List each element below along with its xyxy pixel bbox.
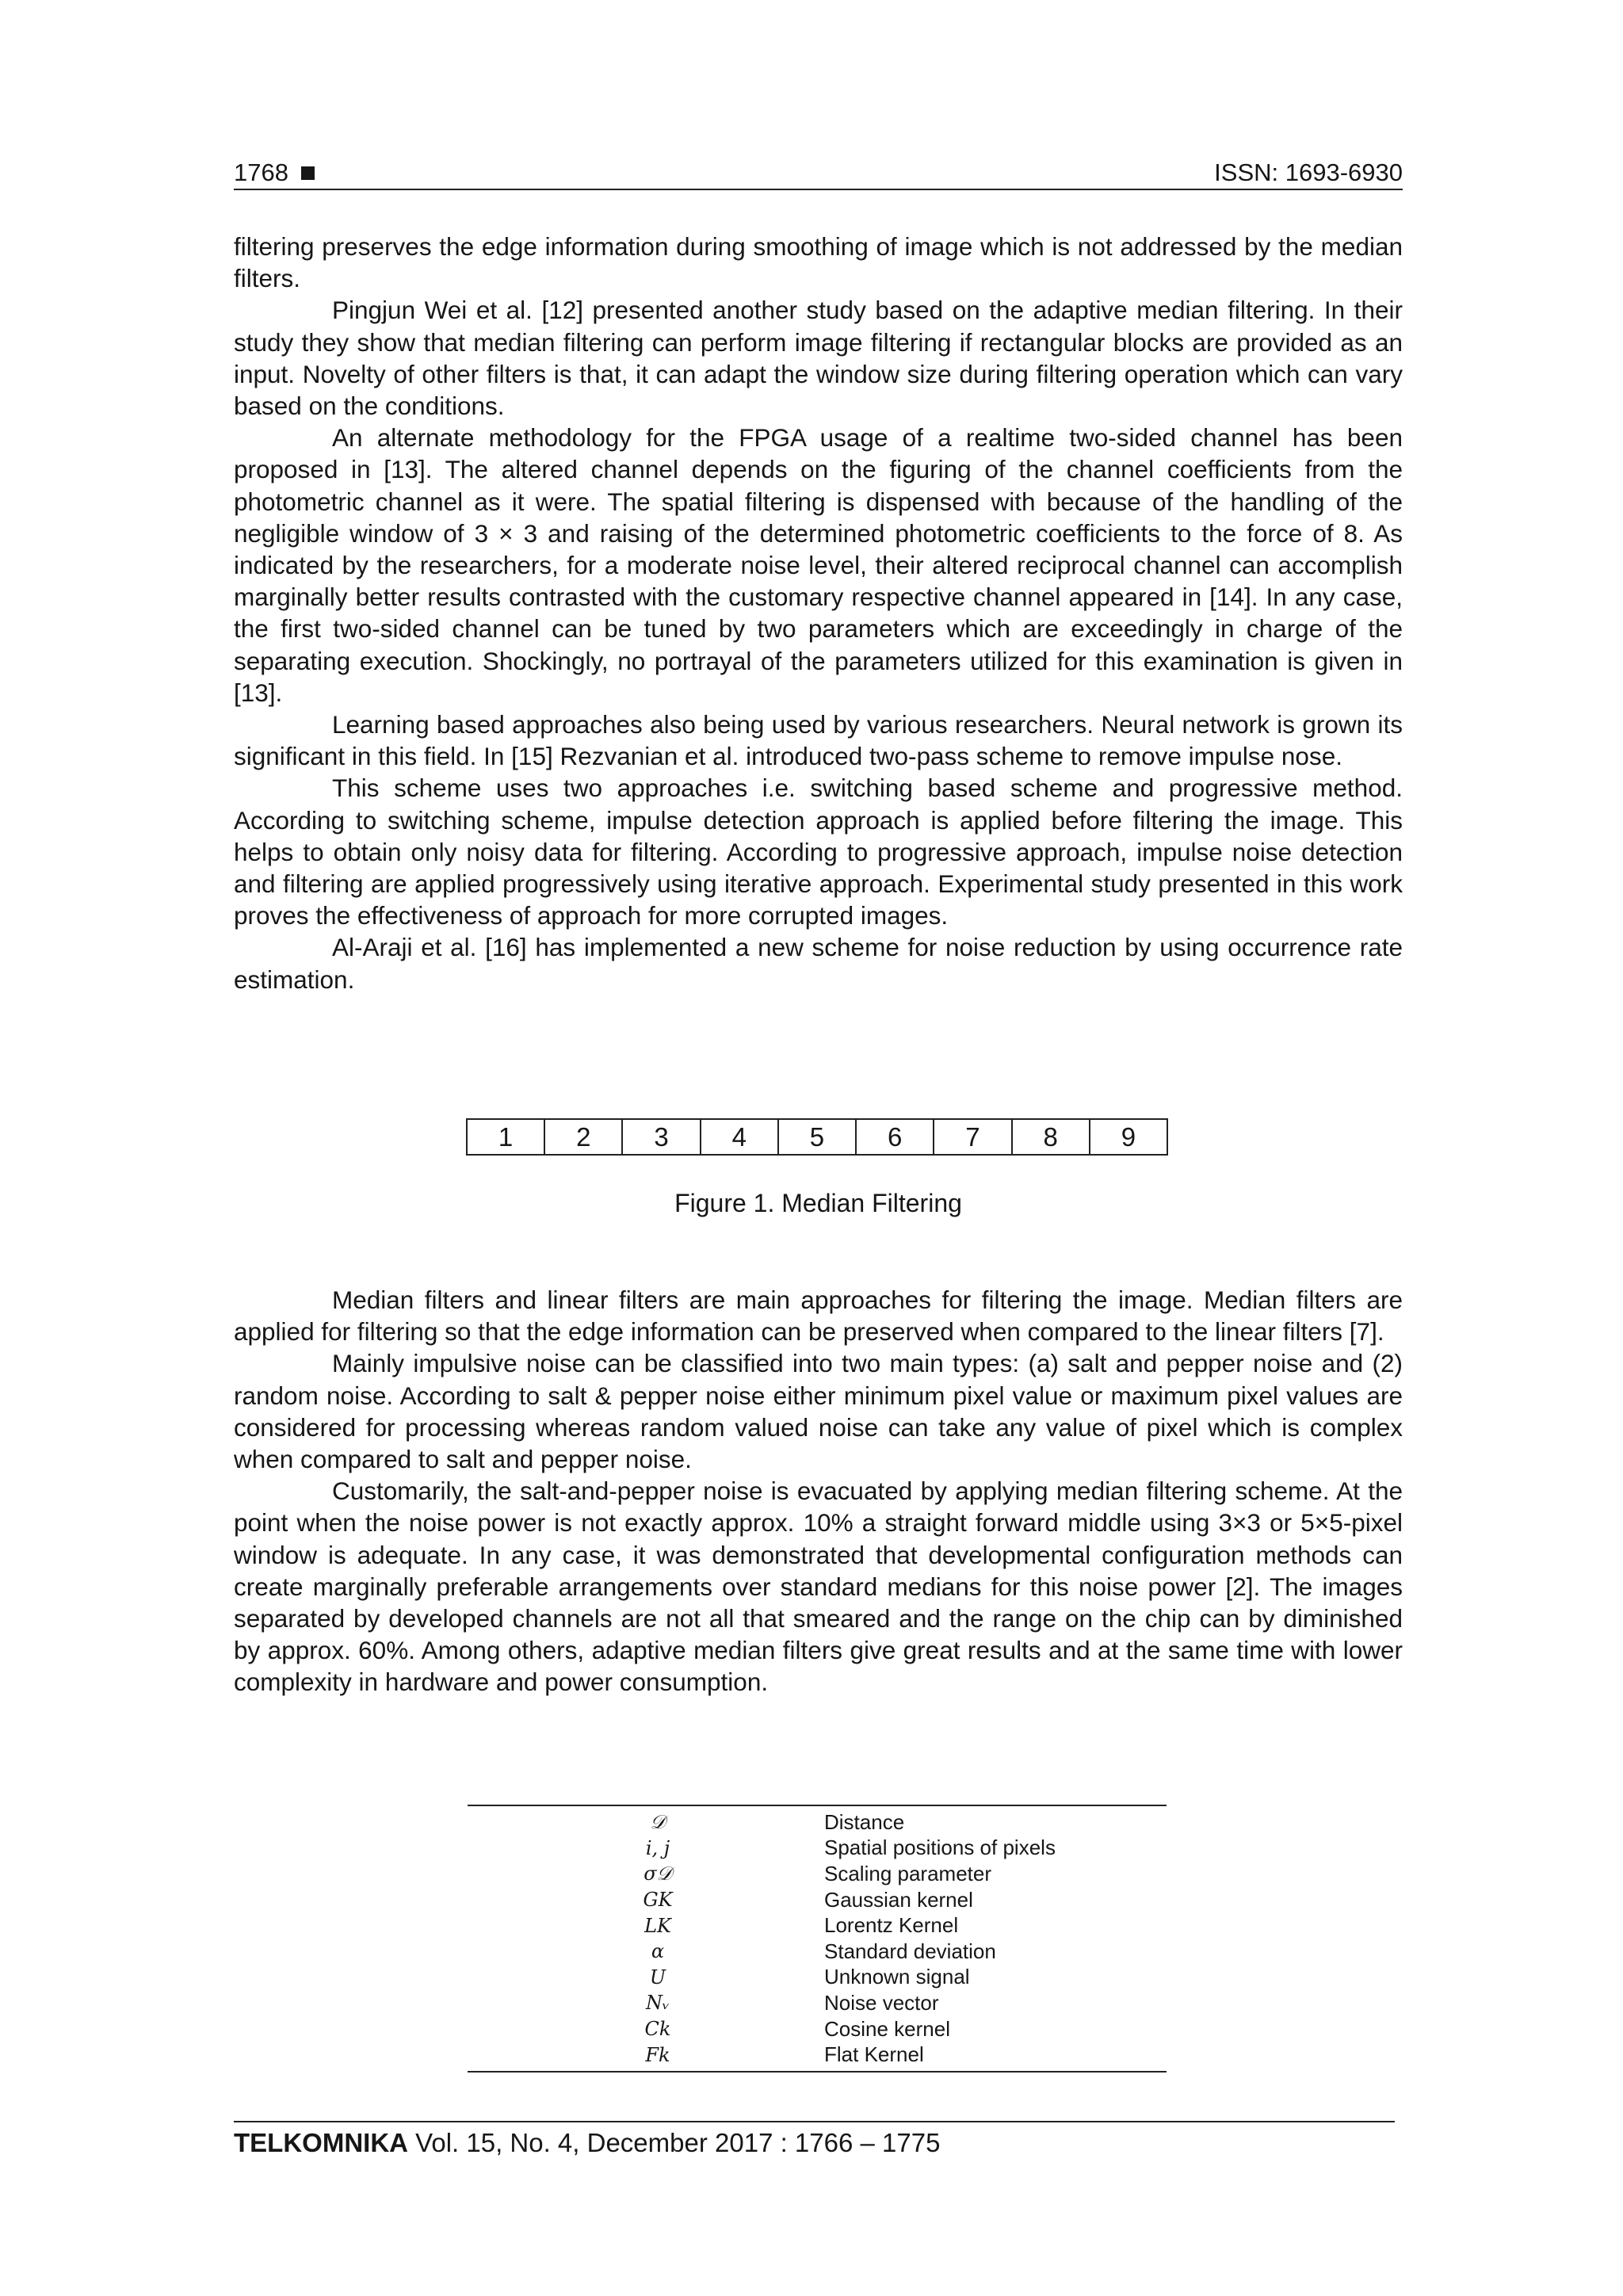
page-footer — [234, 2126, 940, 2160]
symbol-row — [468, 1861, 1167, 1887]
paragraph: Mainly impulsive noise can be classified into two main types: (a) salt and pepper noise and (2) random noise. According to salt & pepper noise either minimum pixel value or maximum pixel values are considered for processing whereas random valued noise can take any value of pixel which is complex when compared to salt and pepper noise. — [234, 1349, 1403, 1474]
symbol-description: Standard deviation — [824, 1939, 996, 1963]
window-cell: 8 — [1012, 1119, 1090, 1155]
window-cell: 6 — [856, 1119, 934, 1155]
window-cell: 2 — [544, 1119, 622, 1155]
symbol-row — [468, 1836, 1167, 1862]
symbol-row — [468, 1809, 1167, 1836]
window-cell: 7 — [934, 1119, 1011, 1155]
symbol-row — [468, 2042, 1167, 2068]
paragraph: Pingjun Wei et al. [12] presented another study based on the adaptive median filtering. In their study they show that median filtering can perform image filtering if rectangular blocks are provided as an input. Novelty of other filters is that, it can adapt the window size during filtering operation which can vary based on the conditions. — [234, 296, 1403, 421]
symbol-description: Cosine kernel — [824, 2016, 950, 2041]
symbol-description: Noise vector — [824, 1990, 939, 2015]
symbol-row — [468, 1990, 1167, 2016]
body-text-top — [234, 231, 1403, 995]
paragraph: This scheme uses two approaches i.e. switching based scheme and progressive method. According to switching scheme, impulse detection approach is applied before filtering the image. This helps to obtain only noisy data for filtering. According to progressive approach, impulse noise detection and filtering are applied progressively using iterative approach. Experimental study presented in this work proves the effectiveness of approach for more corrupted images. — [234, 774, 1403, 930]
symbol: U — [649, 1966, 666, 1988]
window-cell: 1 — [467, 1119, 544, 1155]
symbol-description: Scaling parameter — [824, 1861, 991, 1885]
symbol-description: Gaussian kernel — [824, 1887, 973, 1912]
symbol-description: Flat Kernel — [824, 2042, 924, 2067]
footer-rule — [234, 2121, 1395, 2122]
journal-citation: Vol. 15, No. 4, December 2017 : 1766 – 1775 — [407, 2128, 941, 2157]
symbol: Nᵥ — [646, 1992, 670, 2015]
symbol-row — [468, 2016, 1167, 2042]
symbol-row — [468, 1887, 1167, 1913]
paragraph: Customarily, the salt-and-pepper noise is evacuated by applying median filtering scheme. At the point when the noise power is not exactly approx. 10% a straight forward middle using 3×3 or 5×5-pixel window is adequate. In any case, it was demonstrated that developmental configuration methods can create marginally preferable arrangements over standard medians for this noise power [2]. The images separated by developed channels are not all that smeared and the range on the chip can by diminished by approx. 60%. Among others, adaptive median filters give great results and at the same time with lower complexity in hardware and power consumption. — [234, 1477, 1403, 1697]
page-header — [234, 155, 1403, 190]
window-cell: 4 — [701, 1119, 778, 1155]
figure-median-window — [466, 1118, 1168, 1156]
window-cell: 9 — [1090, 1119, 1167, 1155]
symbol-row — [468, 1912, 1167, 1939]
symbol-description: Distance — [824, 1809, 905, 1834]
paragraph: Median filters and linear filters are main approaches for filtering the image. Median filters are applied for filtering so that the edge information can be preserved when compared to the linear filters [7]. — [234, 1286, 1403, 1347]
body-text-bottom — [234, 1284, 1403, 1698]
symbol-description: Lorentz Kernel — [824, 1913, 959, 1938]
symbol: α — [651, 1940, 665, 1963]
symbol: Fk — [645, 2043, 670, 2066]
issn-label: ISSN: 1693-6930 — [1214, 159, 1403, 186]
square-bullet-icon — [301, 166, 315, 180]
symbol-row — [468, 1965, 1167, 1991]
window-cell: 5 — [778, 1119, 856, 1155]
symbol-row — [468, 1939, 1167, 1965]
symbol: Ck — [644, 2018, 671, 2041]
paragraph: Al-Araji et al. [16] has implemented a new scheme for noise reduction by using occurrence rate estimation. — [234, 933, 1403, 994]
header-rule — [234, 189, 1403, 190]
symbol-description: Unknown signal — [824, 1965, 970, 1989]
paragraph: filtering preserves the edge information during smoothing of image which is not addressed by the median filters. — [234, 232, 1403, 293]
figure-caption: Figure 1. Median Filtering — [674, 1189, 962, 1217]
symbol: LK — [644, 1914, 671, 1937]
symbol: 𝒟 — [650, 1811, 666, 1834]
symbol-table — [468, 1805, 1167, 2073]
symbol-description: Spatial positions of pixels — [824, 1836, 1056, 1860]
symbol: i, j — [645, 1836, 670, 1859]
symbol: σ𝒟 — [643, 1862, 672, 1885]
paragraph: An alternate methodology for the FPGA usage of a realtime two-sided channel has been proposed in [13]. The altered channel depends on the figuring of the channel coefficients from the photometric channel as it were. The spatial filtering is dispensed with because of the handling of the negligible window of 3 × 3 and raising of the determined photometric coefficients to the force of 8. As indicated by the researchers, for a moderate noise level, their altered reciprocal channel can accomplish marginally better results contrasted with the customary respective channel appeared in [14]. In any case, the first two-sided channel can be tuned by two parameters which are exceedingly in charge of the separating execution. Shockingly, no portrayal of the parameters utilized for this examination is given in [13]. — [234, 423, 1403, 707]
symbol: GK — [643, 1889, 673, 1912]
page-number: 1768 — [234, 155, 315, 190]
paragraph: Learning based approaches also being used by various researchers. Neural network is grown its significant in this field. In [15] Rezvanian et al. introduced two-pass scheme to remove impulse nose. — [234, 710, 1403, 771]
window-cell: 3 — [622, 1119, 700, 1155]
journal-name: TELKOMNIKA — [234, 2128, 408, 2157]
